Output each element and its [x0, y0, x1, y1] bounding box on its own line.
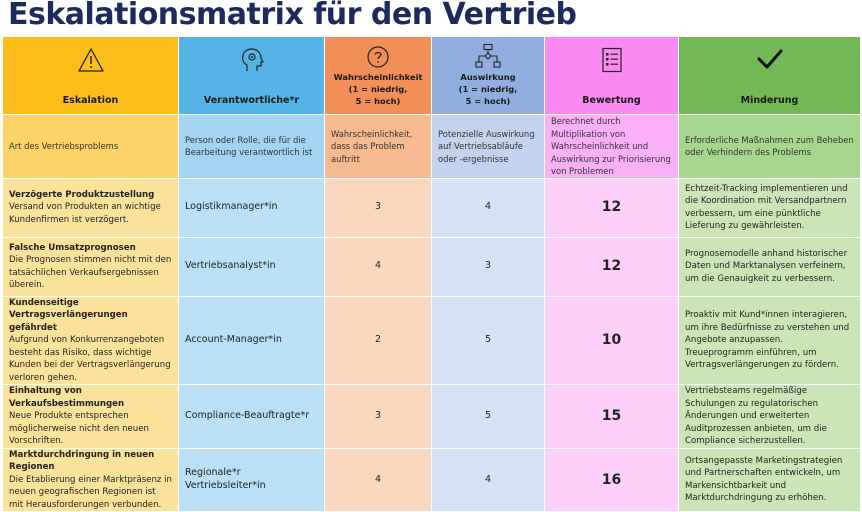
header-probability-scale-high: 5 = hoch) [355, 96, 401, 106]
page-title: Eskalationsmatrix für den Vertrieb [8, 0, 577, 32]
responsible-cell: Logistikmanager*in [179, 178, 325, 237]
impact-cell: 5 [432, 296, 545, 385]
head-gear-icon [239, 47, 265, 73]
escalation-text: Die Etablierung einer Marktpräsenz in neuen geografischen Regionen ist mit Herausforderungen verbunden. [9, 474, 172, 510]
header-mitigation [679, 37, 861, 115]
probability-cell: 3 [325, 385, 432, 449]
table-row [3, 237, 861, 296]
desc-escalation: Art des Vertriebsproblems [3, 115, 179, 179]
table-row [3, 296, 861, 385]
responsible-cell: Vertriebsanalyst*in [179, 237, 325, 296]
mitigation-cell: Vertriebsteams regelmäßige Schulungen zu regulatorischen Änderungen und erweiterten Auditprozessen anbieten, um die Compliance sicherzustellen. [679, 385, 861, 449]
header-impact [432, 37, 545, 115]
mitigation-cell: Ortsangepasste Marketingstrategien und Partnerschaften entwickeln, um Markensichtbarkeit und Marktdurchdringung zu erhöhen. [679, 448, 861, 512]
mitigation-cell: Echtzeit-Tracking implementieren und die Koordination mit Versandpartnern verbessern, um eine pünktliche Lieferung zu gewährleisten. [679, 178, 861, 237]
escalation-cell [3, 448, 179, 512]
header-responsible [179, 37, 325, 115]
question-icon [366, 45, 390, 69]
probability-cell: 4 [325, 237, 432, 296]
escalation-text: Versand von Produkten an wichtige Kundenfirmen ist verzögert. [9, 202, 161, 225]
table-row [3, 448, 861, 512]
mitigation-cell: Proaktiv mit Kund*innen interagieren, um ihre Bedürfnisse zu verstehen und Angebote anzupassen. Treueprogramm einführen, um Vertragsverlängerungen zu fördern. [679, 296, 861, 385]
responsible-cell: Account-Manager*in [179, 296, 325, 385]
header-impact-scale-low: (1 = niedrig, [458, 84, 518, 94]
escalation-title: Marktdurchdringung in neuen Regionen [9, 449, 155, 472]
probability-cell: 4 [325, 448, 432, 512]
header-rating [545, 37, 679, 115]
desc-impact: Potenzielle Auswirkung auf Vertriebsabläufe oder -ergebnisse [432, 115, 545, 179]
data-rows [3, 178, 861, 512]
responsible-cell: Regionale*r Vertriebsleiter*in [179, 448, 325, 512]
impact-cell: 4 [432, 178, 545, 237]
escalation-text: Neue Produkte entsprechen möglicherweise nicht den neuen Vorschriften. [9, 411, 149, 446]
header-escalation-label: Eskalation [62, 94, 119, 106]
header-responsible-label: Verantwortliche*r [203, 94, 300, 106]
table-row [3, 178, 861, 237]
probability-cell: 2 [325, 296, 432, 385]
probability-cell: 3 [325, 178, 432, 237]
header-probability-label: Wahrscheinlichkeit [333, 72, 423, 82]
header-mitigation-label: Minderung [740, 94, 799, 106]
impact-cell: 3 [432, 237, 545, 296]
escalation-cell [3, 385, 179, 449]
rating-cell: 12 [545, 178, 679, 237]
impact-cell: 4 [432, 448, 545, 512]
checkmark-icon [756, 47, 784, 71]
rating-cell: 12 [545, 237, 679, 296]
desc-rating: Berechnet durch Multiplikation von Wahrscheinlichkeit und Auswirkung zur Priorisierung von Problemen [545, 115, 679, 179]
escalation-cell [3, 237, 179, 296]
escalation-cell [3, 178, 179, 237]
rating-cell: 16 [545, 448, 679, 512]
escalation-title: Verzögerte Produktzustellung [9, 189, 155, 200]
desc-responsible: Person oder Rolle, die für die Bearbeitung verantwortlich ist [179, 115, 325, 179]
header-escalation [3, 37, 179, 115]
header-impact-label: Auswirkung [460, 72, 516, 82]
table-row [3, 385, 861, 449]
escalation-title: Falsche Umsatzprognosen [9, 242, 136, 253]
header-rating-label: Bewertung [582, 94, 641, 106]
escalation-title: Kundenseitige Vertragsverlängerungen gefährdet [9, 297, 128, 333]
header-probability [325, 37, 432, 115]
escalation-text: Aufgrund von Konkurrenzangeboten besteht das Risiko, dass wichtige Kunden bei der Vertragsverlängerung verloren gehen. [9, 335, 171, 383]
rating-cell: 10 [545, 296, 679, 385]
escalation-title: Einhaltung von Verkaufsbestimmungen [9, 386, 125, 409]
desc-mitigation: Erforderliche Maßnahmen zum Beheben oder Verhindern des Problems [679, 115, 861, 179]
mitigation-cell: Prognosemodelle anhand historischer Daten und Marktanalysen verfeinern, um die Genauigkeit zu verbessern. [679, 237, 861, 296]
checklist-icon [601, 47, 623, 73]
escalation-text: Die Prognosen stimmen nicht mit den tatsächlichen Verkaufsergebnissen überein. [9, 255, 172, 290]
desc-probability: Wahrscheinlichkeit, dass das Problem auftritt [325, 115, 432, 179]
header-impact-scale-high: 5 = hoch) [465, 96, 511, 106]
warning-icon [77, 47, 105, 73]
header-row [3, 37, 861, 115]
flowchart-icon [475, 43, 501, 69]
description-row [3, 115, 861, 179]
header-probability-scale-low: (1 = niedrig, [348, 84, 408, 94]
escalation-cell [3, 296, 179, 385]
rating-cell: 15 [545, 385, 679, 449]
escalation-matrix [2, 36, 861, 512]
impact-cell: 5 [432, 385, 545, 449]
responsible-cell: Compliance-Beauftragte*r [179, 385, 325, 449]
